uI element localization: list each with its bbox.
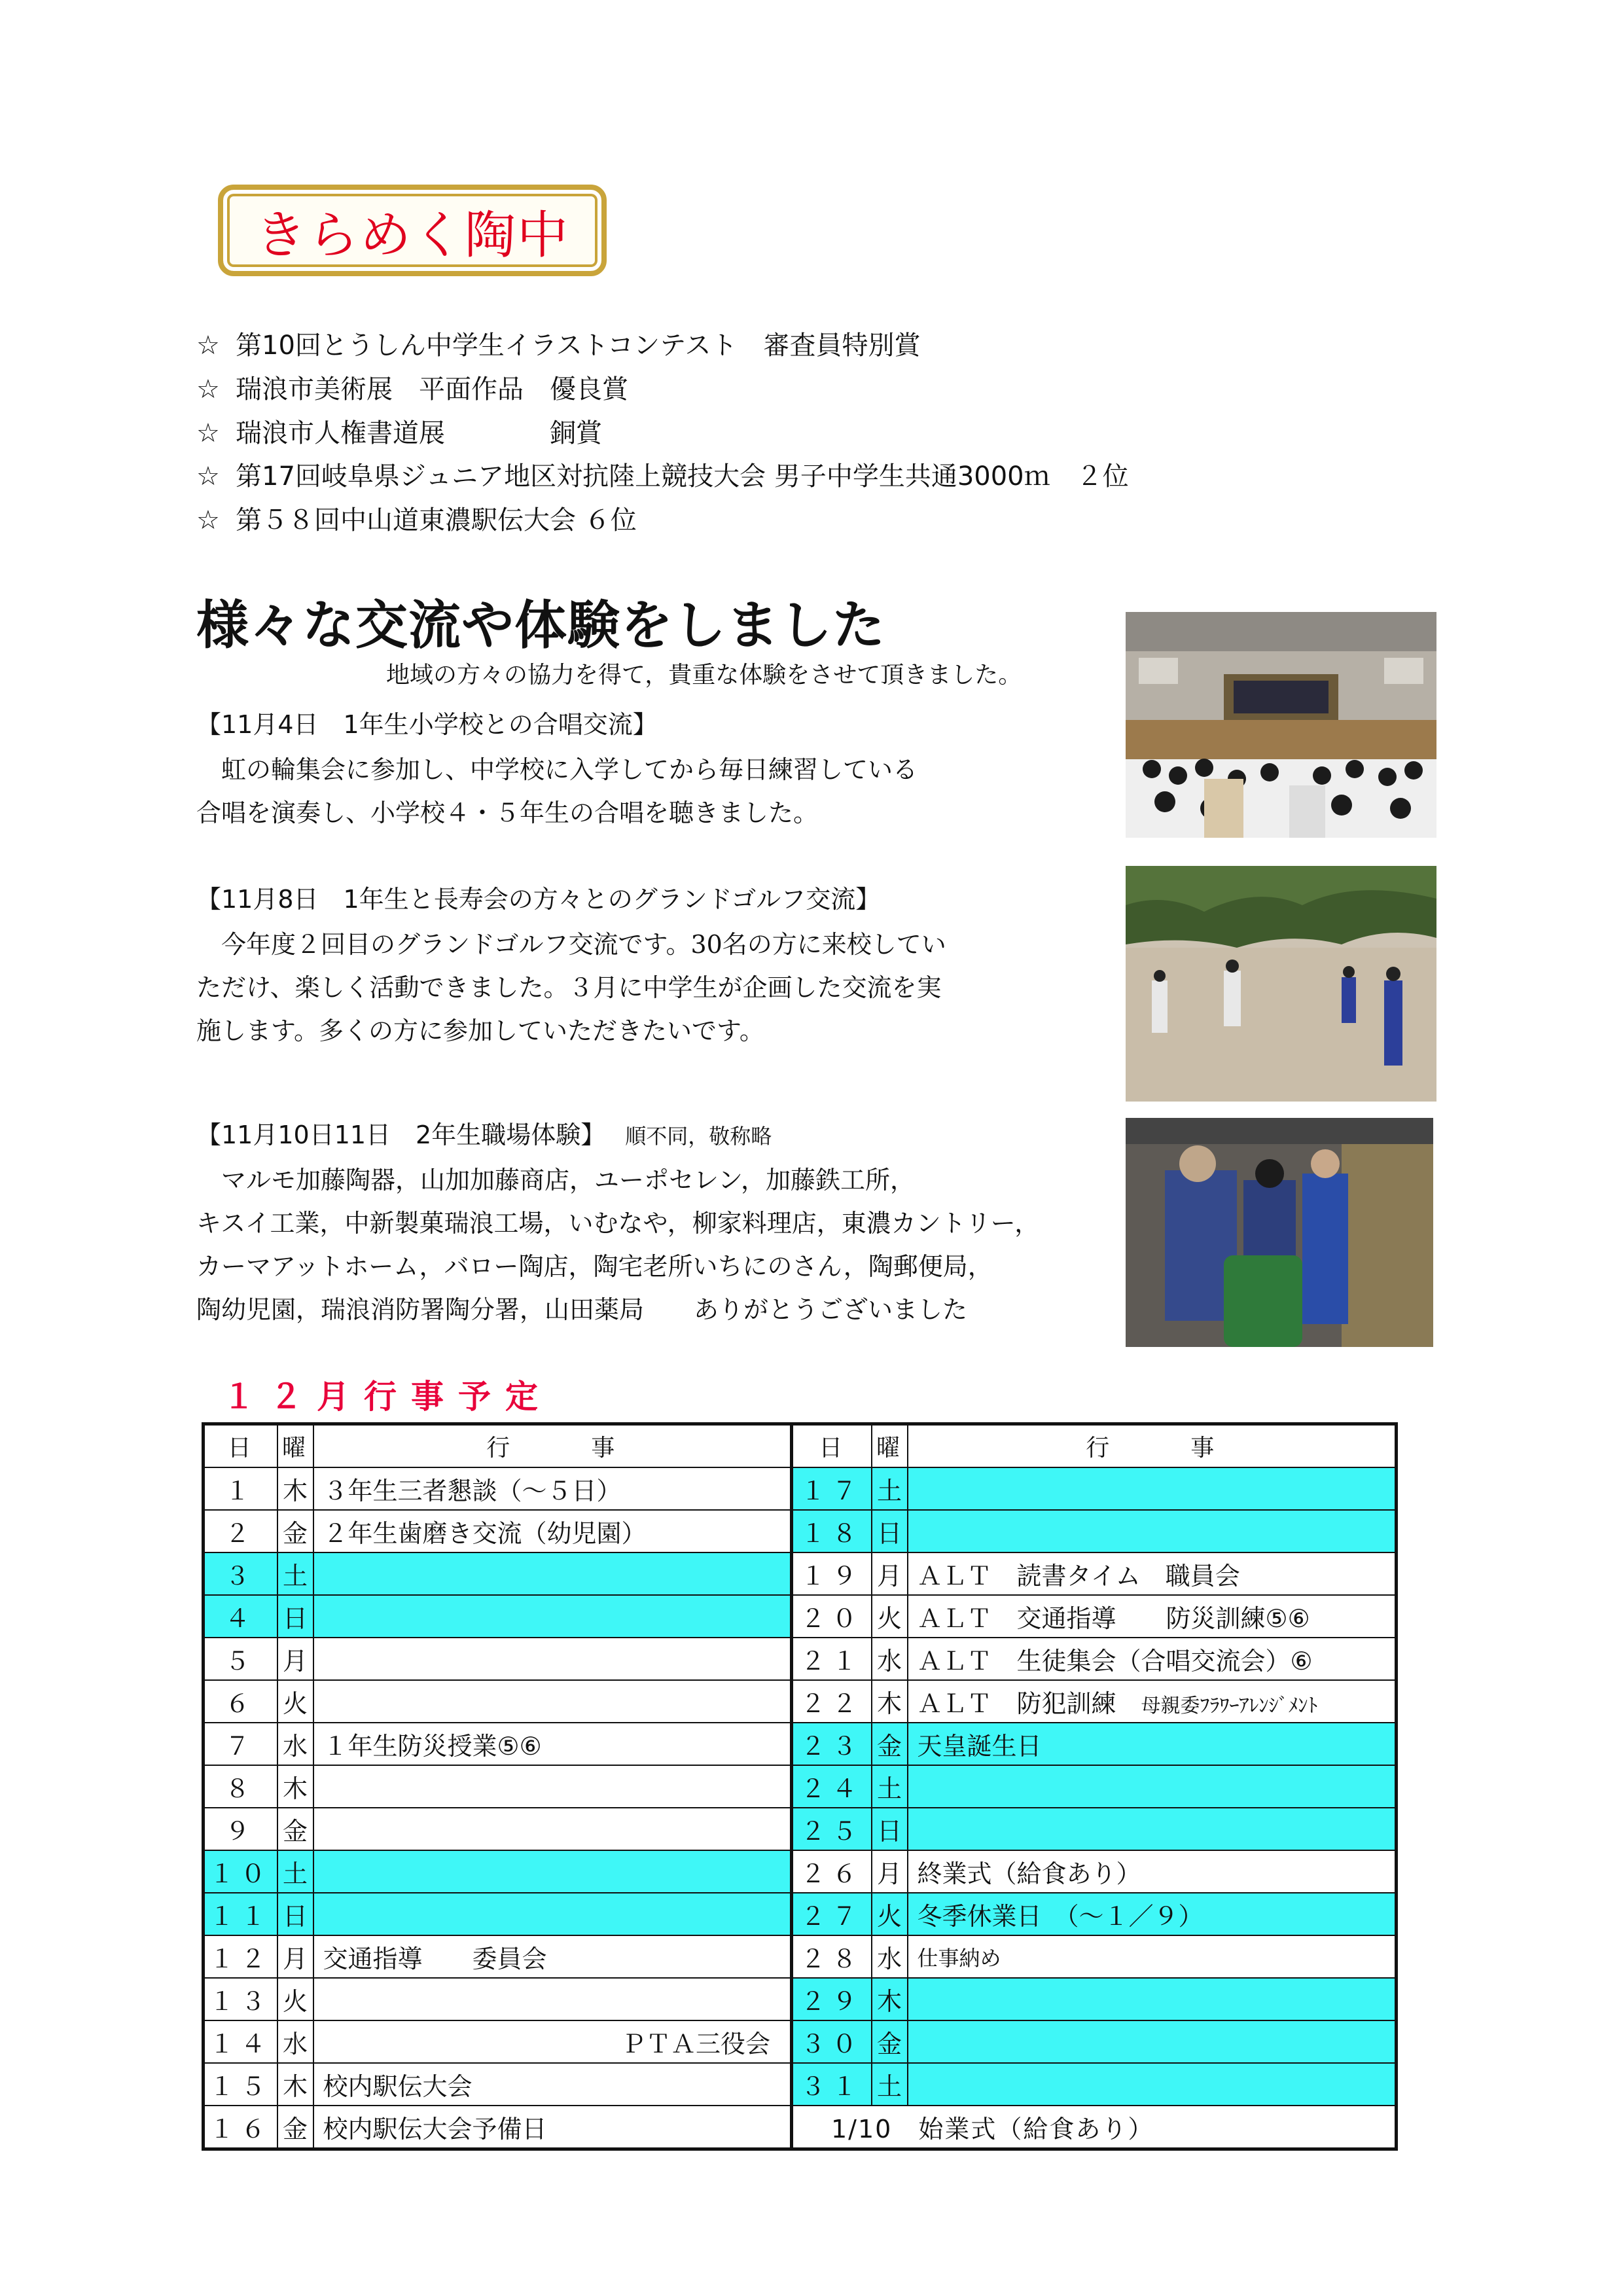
day-number: １６ <box>204 2106 277 2149</box>
event-cell <box>908 1765 1397 1808</box>
schedule-row <box>204 1978 1397 2020</box>
day-number: １１ <box>204 1893 277 1935</box>
award-text: 瑞浪市美術展 平面作品 優良賞 <box>236 374 628 404</box>
event-text: 冬季休業日 （～１／９） <box>917 1902 1204 1931</box>
weekday: 土 <box>277 1850 313 1893</box>
schedule-row <box>204 1638 1397 1680</box>
event-cell <box>908 1510 1397 1552</box>
event-text-extra: 母親委ﾌﾗﾜｰｱﾚﾝｼﾞﾒﾝﾄ <box>1141 1695 1318 1717</box>
event-cell <box>908 1680 1397 1723</box>
event-text: ＡＬＴ 防犯訓練 <box>917 1689 1141 1718</box>
weekday: 火 <box>277 1680 313 1723</box>
event-text: ＡＬＴ 生徒集会（合唱交流会）⑥ <box>917 1647 1313 1676</box>
event-cell <box>908 1893 1397 1935</box>
event-cell <box>908 1935 1397 1978</box>
weekday: 木 <box>872 1978 908 2020</box>
day-number: ２７ <box>792 1893 872 1935</box>
workplace-illustration <box>1126 1118 1433 1347</box>
header-event: 行 事 <box>908 1424 1397 1468</box>
day-number: １２ <box>204 1935 277 1978</box>
photo-chorus-hall <box>1126 612 1436 838</box>
award-text: 第10回とうしん中学生イラストコンテスト 審査員特別賞 <box>236 331 921 361</box>
event-line: ただけ、楽しく活動できました。３月に中学生が企画した交流を実 <box>196 973 942 1002</box>
event-cell <box>908 1723 1397 1765</box>
star-icon: ☆ <box>196 331 220 361</box>
header-date: 日 <box>792 1424 872 1468</box>
schedule-row <box>204 1808 1397 1850</box>
weekday: 土 <box>872 1467 908 1510</box>
event-cell: 交通指導 委員会 <box>313 1935 792 1978</box>
event-cell: 1/10 始業式（給食あり） <box>792 2106 1397 2149</box>
event-body <box>196 923 946 1052</box>
photo-workplace <box>1126 1118 1433 1347</box>
hall-illustration <box>1126 612 1436 838</box>
day-number: １７ <box>792 1467 872 1510</box>
schedule-row <box>204 2063 1397 2106</box>
event-cell <box>908 2020 1397 2063</box>
day-number: ５ <box>204 1638 277 1680</box>
event-line: 陶幼児園，瑞浪消防署陶分署，山田薬局 ありがとうございました <box>196 1295 968 1324</box>
weekday: 火 <box>872 1893 908 1935</box>
event-line: 施します。多くの方に参加していただきたいです。 <box>196 1016 764 1045</box>
day-number: ３１ <box>792 2063 872 2106</box>
day-number: ２ <box>204 1510 277 1552</box>
weekday: 金 <box>277 1808 313 1850</box>
weekday: 土 <box>872 1765 908 1808</box>
day-number: １ <box>204 1467 277 1510</box>
weekday: 木 <box>277 2063 313 2106</box>
event-text: ＡＬＴ 読書タイム 職員会 <box>917 1562 1240 1590</box>
event-text: 天皇誕生日 <box>917 1732 1042 1761</box>
weekday: 水 <box>277 1723 313 1765</box>
schedule-row <box>204 1595 1397 1638</box>
event-cell: 校内駅伝大会予備日 <box>313 2106 792 2149</box>
schedule-row <box>204 2020 1397 2063</box>
day-number: ２６ <box>792 1850 872 1893</box>
event-title-text: 【11月4日 1年生小学校との合唱交流】 <box>196 710 658 739</box>
weekday: 木 <box>277 1467 313 1510</box>
event-cell <box>313 1638 792 1680</box>
schedule-row <box>204 1765 1397 1808</box>
event-cell <box>313 1552 792 1595</box>
day-number: ３ <box>204 1552 277 1595</box>
event-body <box>196 1158 1039 1331</box>
award-text: 第５８回中山道東濃駅伝大会 ６位 <box>236 505 637 535</box>
day-number: ２０ <box>792 1595 872 1638</box>
day-number: １８ <box>792 1510 872 1552</box>
event-title <box>196 884 880 915</box>
banner-title: きらめく陶中 <box>255 206 569 265</box>
day-number: ２４ <box>792 1765 872 1808</box>
schedule-row <box>204 2106 1397 2149</box>
day-number: ９ <box>204 1808 277 1850</box>
schedule-row <box>204 1552 1397 1595</box>
day-number: ４ <box>204 1595 277 1638</box>
day-number: １９ <box>792 1552 872 1595</box>
weekday: 日 <box>277 1595 313 1638</box>
event-cell: ＰＴＡ三役会 <box>313 2020 792 2063</box>
schedule-title: １２月行事予定 <box>223 1378 552 1416</box>
event-note: 順不同，敬称略 <box>625 1124 772 1149</box>
weekday: 木 <box>277 1765 313 1808</box>
star-icon: ☆ <box>196 374 220 404</box>
schedule-row <box>204 1723 1397 1765</box>
weekday: 月 <box>277 1935 313 1978</box>
event-text: 仕事納め <box>917 1945 1001 1971</box>
event-cell <box>908 1552 1397 1595</box>
day-number: １５ <box>204 2063 277 2106</box>
day-number: ３０ <box>792 2020 872 2063</box>
award-item <box>196 504 637 537</box>
weekday: 月 <box>872 1850 908 1893</box>
event-title <box>196 709 658 740</box>
day-number: ８ <box>204 1765 277 1808</box>
event-cell <box>313 1680 792 1723</box>
event-cell <box>908 1978 1397 2020</box>
star-icon: ☆ <box>196 461 220 492</box>
event-cell <box>908 1638 1397 1680</box>
day-number: ２３ <box>792 1723 872 1765</box>
schedule-row <box>204 1850 1397 1893</box>
weekday: 土 <box>277 1552 313 1595</box>
weekday: 水 <box>872 1935 908 1978</box>
weekday: 水 <box>277 2020 313 2063</box>
event-cell <box>313 1765 792 1808</box>
event-cell: ３年生三者懇談（～５日） <box>313 1467 792 1510</box>
weekday: 木 <box>872 1680 908 1723</box>
header-event: 行 事 <box>313 1424 792 1468</box>
event-cell: 校内駅伝大会 <box>313 2063 792 2106</box>
day-number: ６ <box>204 1680 277 1723</box>
weekday: 金 <box>277 1510 313 1552</box>
event-cell <box>313 1808 792 1850</box>
schedule-header-row <box>204 1424 1397 1468</box>
day-number: ２１ <box>792 1638 872 1680</box>
event-cell <box>908 1808 1397 1850</box>
header-day: 曜 <box>277 1424 313 1468</box>
weekday: 月 <box>277 1638 313 1680</box>
weekday: 金 <box>277 2106 313 2149</box>
event-title-text: 【11月10日11日 2年生職場体験】 <box>196 1121 606 1149</box>
schedule-row <box>204 1467 1397 1510</box>
event-title-text: 【11月8日 1年生と長寿会の方々とのグランドゴルフ交流】 <box>196 885 881 914</box>
weekday: 火 <box>277 1978 313 2020</box>
award-text: 第17回岐阜県ジュニア地区対抗陸上競技大会 男子中学生共通3000ｍ ２位 <box>236 461 1129 492</box>
event-title <box>196 1119 772 1152</box>
day-number: ７ <box>204 1723 277 1765</box>
day-number: ２８ <box>792 1935 872 1978</box>
event-line: キスイ工業，中新製菓瑞浪工場，いむなや，柳家料理店，東濃カントリー， <box>196 1209 1040 1238</box>
event-body <box>196 748 918 834</box>
weekday: 金 <box>872 1723 908 1765</box>
event-line: カーマアットホーム，バロー陶店，陶宅老所いちにのさん，陶郵便局， <box>196 1252 993 1281</box>
schedule-row <box>204 1935 1397 1978</box>
award-item <box>196 329 921 362</box>
event-cell <box>908 1595 1397 1638</box>
event-cell <box>908 2063 1397 2106</box>
day-number: ２２ <box>792 1680 872 1723</box>
event-line: 合唱を演奏し、小学校４・５年生の合唱を聴きました。 <box>196 798 819 827</box>
event-line: 虹の輪集会に参加し、中学校に入学してから毎日練習している <box>196 755 918 784</box>
schedule-row <box>204 1893 1397 1935</box>
weekday: 土 <box>872 2063 908 2106</box>
weekday: 火 <box>872 1595 908 1638</box>
schedule-row <box>204 1680 1397 1723</box>
header-day: 曜 <box>872 1424 908 1468</box>
day-number: ２５ <box>792 1808 872 1850</box>
event-cell <box>313 1595 792 1638</box>
day-number: １４ <box>204 2020 277 2063</box>
weekday: 水 <box>872 1638 908 1680</box>
event-cell <box>908 1850 1397 1893</box>
section-headline: 様々な交流や体験をしました <box>196 595 885 656</box>
event-cell <box>313 1893 792 1935</box>
star-icon: ☆ <box>196 505 220 535</box>
event-cell: ２年生歯磨き交流（幼児園） <box>313 1510 792 1552</box>
day-number: １３ <box>204 1978 277 2020</box>
event-text: 終業式（給食あり） <box>917 1859 1141 1888</box>
photo-ground-golf <box>1126 866 1436 1102</box>
event-cell <box>313 1978 792 2020</box>
day-number: ２９ <box>792 1978 872 2020</box>
weekday: 日 <box>872 1510 908 1552</box>
event-line: 今年度２回目のグランドゴルフ交流です。30名の方に来校してい <box>196 930 946 959</box>
section-subline: 地域の方々の協力を得て，貴重な体験をさせて頂きました。 <box>386 662 1022 689</box>
weekday: 日 <box>277 1893 313 1935</box>
award-item <box>196 373 628 406</box>
award-text: 瑞浪市人権書道展 銅賞 <box>236 418 602 448</box>
award-item <box>196 417 602 450</box>
day-number: １０ <box>204 1850 277 1893</box>
award-item <box>196 460 1129 493</box>
event-cell <box>313 1850 792 1893</box>
schedule-table <box>202 1422 1398 2151</box>
weekday: 月 <box>872 1552 908 1595</box>
schedule-row <box>204 1510 1397 1552</box>
event-line: マルモ加藤陶器，山加加藤商店，ユーポセレン，加藤鉄工所， <box>196 1166 916 1194</box>
star-icon: ☆ <box>196 418 220 448</box>
title-banner <box>218 185 607 276</box>
event-cell: １年生防災授業⑤⑥ <box>313 1723 792 1765</box>
event-cell <box>908 1467 1397 1510</box>
header-date: 日 <box>204 1424 277 1468</box>
field-illustration <box>1126 866 1436 1102</box>
weekday: 金 <box>872 2020 908 2063</box>
weekday: 日 <box>872 1808 908 1850</box>
event-text: ＡＬＴ 交通指導 防災訓練⑤⑥ <box>917 1604 1310 1633</box>
